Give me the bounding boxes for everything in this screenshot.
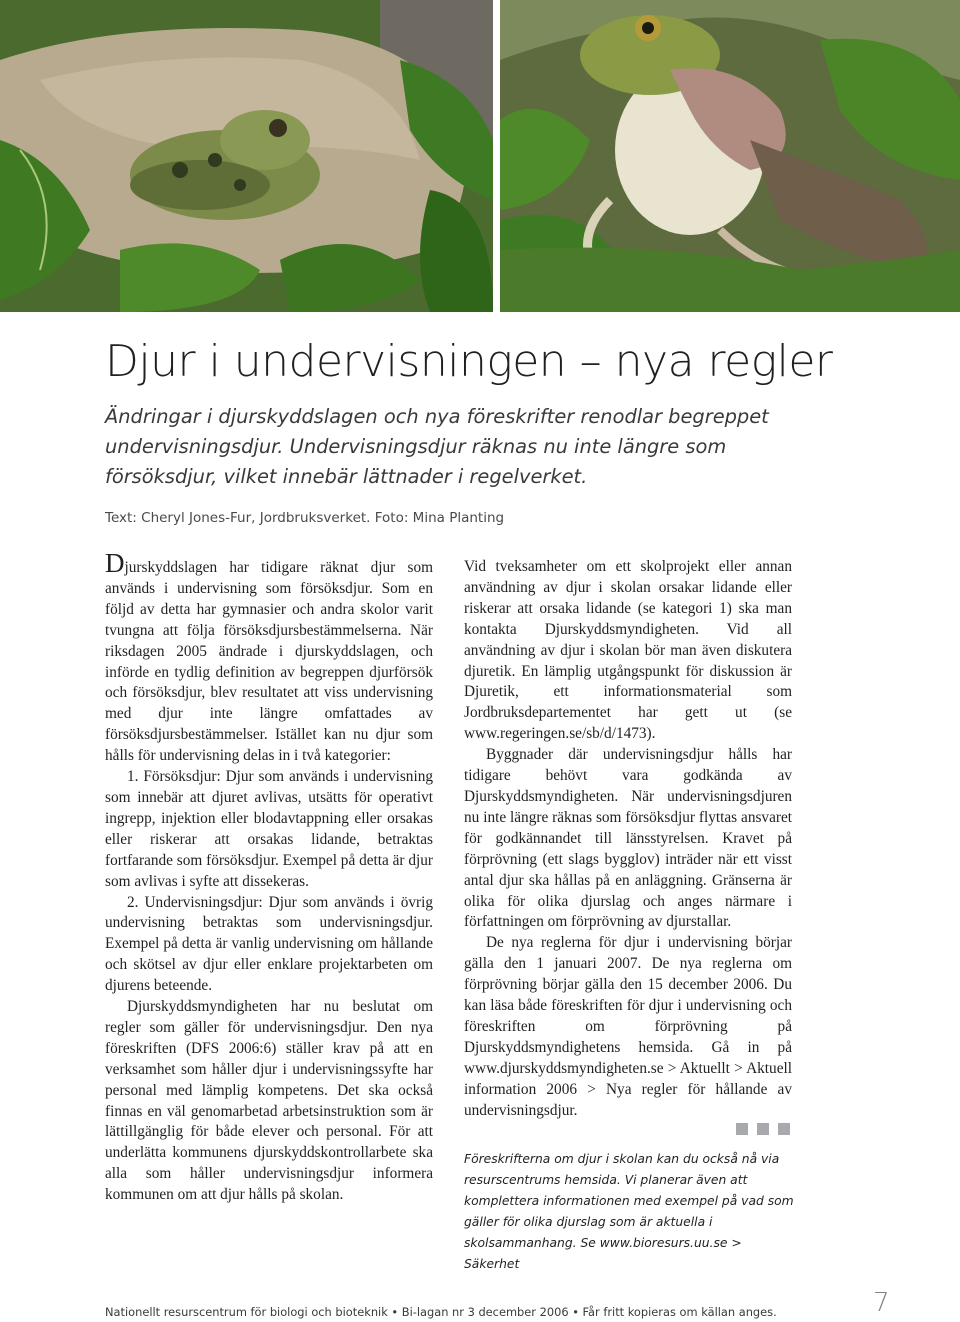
frog-on-rock-photo xyxy=(0,0,493,312)
paragraph-dates: De nya reglerna för djur i undervisning börjar gälla den 1 januari 2007. De nya reglerna om förprövning börjar gälla den 15 december 2006. Du kan läsa både föreskriften för djur i undervisning och föreskriften om förprövning på Djurskyddsmyndighetens hemsida. Gå in på www.djurskyddsmyndigheten.se > Aktuellt > Aktuell information 2006 > Nya regler för hållande av undervisningsdjur. xyxy=(464,934,792,1119)
paragraph-category-2: 2. Undervisningsdjur: Djur som används i övrig undervisning betraktas som undervisningsdjur. Exempel på detta är vanlig undervisning om hållande och skötsel av djur eller enklare projektarbeten om djurens beteende. xyxy=(105,893,433,995)
page-number: 7 xyxy=(873,1288,890,1318)
paragraph-intro-text: jurskyddslagen har tidigare räknat djur som används i undervisning som försöksdjur. Som en följd av detta har gymnasier och andra skolor varit tvungna att följa försöksdjursbestämmelserna. När riksdagen 2005 ändrade i djurskyddslagen, och införde en tydlig definition av begreppen djurförsök och försöksdjur, blev resultatet att viss undervisning med djur inte längre omfattades av försöksdjursbestämmelser. Istället kan nu djur som hålls för undervisning delas in i två kategorier: xyxy=(105,559,433,765)
end-square xyxy=(757,1123,769,1135)
paragraph-category-1: 1. Försöksdjur: Djur som används i undervisning som innebär att djuret avlivas, utsätts för operativt ingrepp, injektion eller blodavtappning eller orsakas eller riskerar att orsakas lidande, betraktas fortfarande som försöksdjur. Exempel på detta är djur som avlivas i syfte att dissekeras. xyxy=(105,768,433,890)
drop-cap: D xyxy=(105,548,125,578)
article-column-right xyxy=(464,557,792,1121)
end-square xyxy=(736,1123,748,1135)
end-mark xyxy=(736,1122,799,1140)
paragraph-regulations: Djurskyddsmyndigheten har nu beslutat om regler som gäller för undervisningsdjur. Den nya föreskriften (DFS 2006:6) ställer krav på att en verksamhet som håller djur i undervisningssyfte har personal med lämplig kompetens. Det ska också finnas en väl genomarbetad arbetsinstruktion som är lättillgänglig för både elever och personal. För att underlätta kommunens djurskyddskontrollarbete ska alla som håller undervisningsdjur informera kommunen om att djur hålls på skolan. xyxy=(105,998,433,1204)
article-title: Djur i undervisningen – nya regler xyxy=(105,336,833,387)
article-column-left xyxy=(105,550,433,1206)
article-lead: Ändringar i djurskyddslagen och nya föreskrifter renodlar begreppet undervisningsdjur. Undervisningsdjur räknas nu inte längre som försöksdjur, vilket innebär lättnader i regelverket. xyxy=(105,405,769,488)
note-box: Föreskrifterna om djur i skolan kan du också nå via resurscentrums hemsida. Vi planerar även att komplettera informationen med exempel på vad som gäller för olika djurslag som är aktuella i skolsammanhang. Se www.bioresurs.uu.se > Säkerhet xyxy=(464,1152,794,1271)
article-byline: Text: Cheryl Jones-Fur, Jordbruksverket. Foto: Mina Planting xyxy=(105,510,505,526)
frog-eating-frog-photo xyxy=(500,0,960,312)
paragraph-ethics: Vid tveksamheter om ett skolprojekt eller annan användning av djur i skolan orsakar lidande eller riskerar att orsaka lidande (se kategori 1) ska man kontakta Djurskyddsmyndigheten. Vid all användning av djur i skolan bör man även diskutera djuretik. En lämplig utgångspunkt för diskussion är Djuretik, ett informationsmaterial som Jordbruksdepartementet har gett ut (se www.regeringen.se/sb/d/1473). xyxy=(464,558,792,743)
paragraph-intro xyxy=(105,550,433,767)
paragraph-buildings: Byggnader där undervisningsdjur hålls har tidigare behövt vara godkända av Djurskyddsmyndigheten. När undervisningsdjuren nu inte längre räknas som försöksdjur flyttas ansvaret för godkännandet till länsstyrelsen. Kravet på förprövning (ett slags bygglov) inträder när ett visst antal djur ska hållas på en anläggning. Gränserna är olika för olika djurslag och anges närmare i författningen om förprövning av djurstallar. xyxy=(464,746,792,931)
end-square xyxy=(778,1123,790,1135)
page-footer: Nationellt resurscentrum för biologi och bioteknik • Bi-lagan nr 3 december 2006 • Får fritt kopieras om källan anges. xyxy=(105,1305,777,1319)
